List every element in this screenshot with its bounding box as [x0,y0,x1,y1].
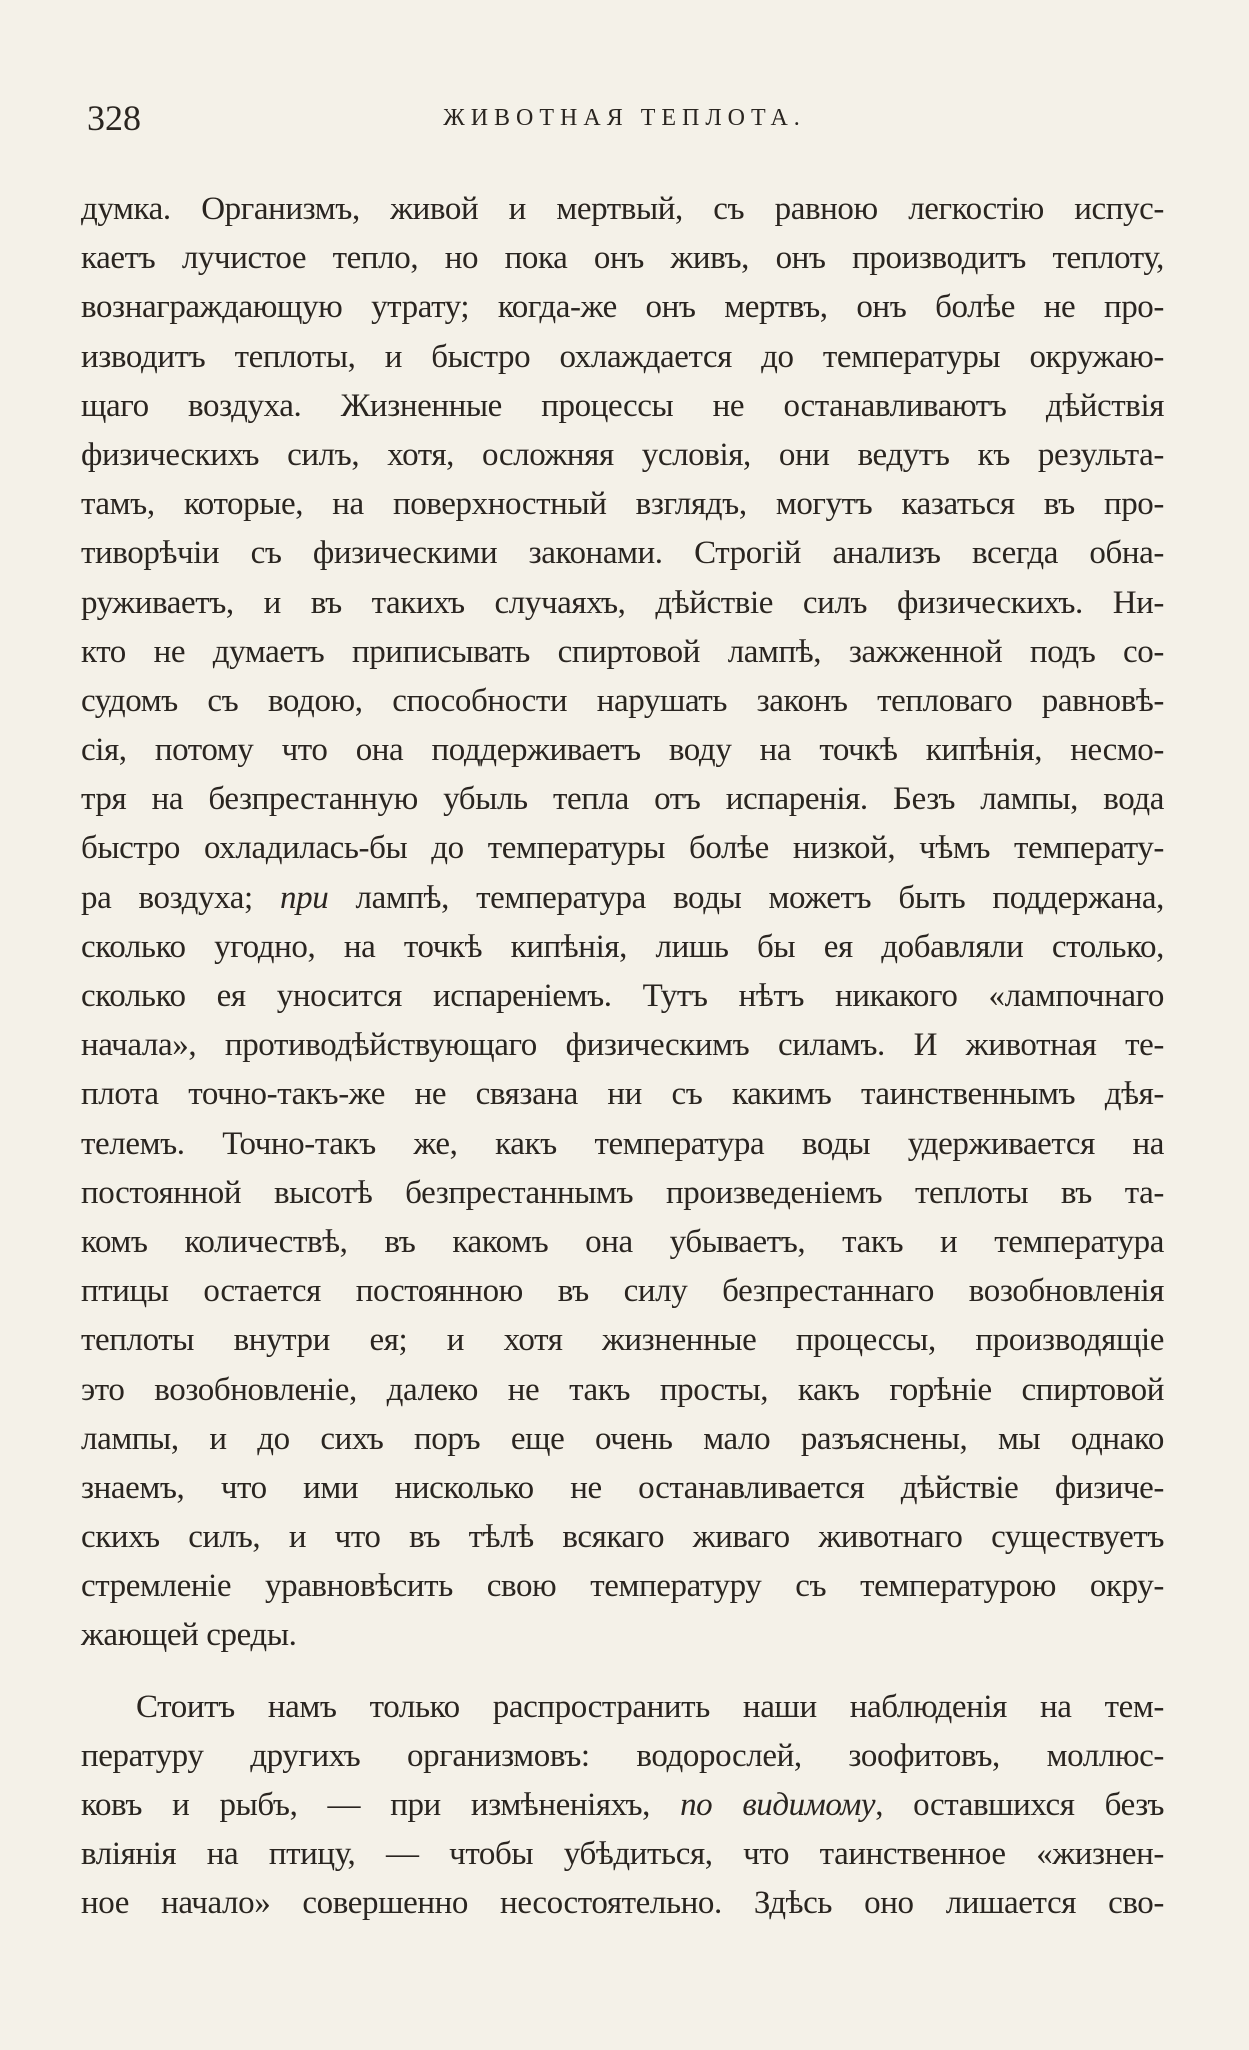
text-line: ное начало» совершенно несостоятельно. Здѣсь оно лишается сво- [81,1885,1164,1922]
text-line: постоянной высотѣ безпрестаннымъ произведеніемъ теплоты въ та- [81,1174,1164,1211]
text-line: щаго воздуха. Жизненные процессы не останавливаютъ дѣйствія [81,387,1164,424]
emphasized-text: при [280,879,329,916]
text-line: думка. Организмъ, живой и мертвый, съ равною легкостію испус- [81,191,1164,227]
text-line: быстро охладилась-бы до температуры болѣе низкой, чѣмъ температу- [81,830,1164,867]
text-line: сколько ея уносится испареніемъ. Тутъ нѣтъ никакого «лампочнаго [81,978,1164,1014]
text-span: ковъ и рыбъ, — при измѣненіяхъ, [81,1787,681,1823]
text-line: пературу другихъ организмовъ: водорослей, зоофитовъ, моллюс- [81,1737,1164,1774]
text-line: плота точно-такъ-же не связана ни съ какимъ таинственнымъ дѣя- [81,1076,1164,1113]
text-line: лампы, и до сихъ поръ еще очень мало разъяснены, мы однако [81,1420,1164,1457]
page-header [87,98,1162,138]
text-line: тря на безпрестанную убыль тепла отъ испаренія. Безъ лампы, вода [81,781,1164,818]
text-line: каетъ лучистое тепло, но пока онъ живъ, онъ производитъ теплоту, [81,240,1164,277]
text-line: птицы остается постоянною въ силу безпрестаннаго возобновленія [81,1273,1164,1310]
text-line [81,874,1164,923]
text-line: судомъ съ водою, способности нарушать законъ тепловаго равновѣ- [81,682,1164,719]
text-line: начала», противодѣйствующаго физическимъ силамъ. И животная те- [81,1027,1164,1064]
text-line: изводитъ теплоты, и быстро охлаждается до температуры окружаю- [81,338,1164,375]
page-number: 328 [87,98,141,138]
body-text [81,185,1164,1929]
text-line: физическихъ силъ, хотя, осложняя условія, они ведутъ къ результа- [81,436,1164,473]
paragraph [81,1683,1164,1929]
text-line: телемъ. Точно-такъ же, какъ температура воды удерживается на [81,1125,1164,1162]
text-line: тамъ, которые, на поверхностный взглядъ, могутъ казаться въ про- [81,486,1164,523]
text-line: вознаграждающую утрату; когда-же онъ мертвъ, онъ болѣе не про- [81,289,1164,326]
text-line: жающей среды. [81,1617,297,1654]
text-line: тиворѣчіи съ физическими законами. Строгій анализъ всегда обна- [81,535,1164,572]
text-span: ра воздуха; [81,879,280,916]
text-line: стремленіе уравновѣсить свою температуру съ температурою окру- [81,1568,1164,1605]
text-line: сколько угодно, на точкѣ кипѣнія, лишь бы ея добавляли столько, [81,928,1164,965]
text-line: это возобновленіе, далеко не такъ просты, какъ горѣніе спиртовой [81,1371,1164,1408]
text-line: сія, потому что она поддерживаетъ воду на точкѣ кипѣнія, несмо- [81,732,1164,769]
text-line: знаемъ, что ими нисколько не останавливается дѣйствіе физиче- [81,1469,1164,1506]
text-line [81,1781,1164,1830]
text-line: Стоитъ намъ только распространить наши наблюденія на тем- [136,1688,1164,1725]
running-title: ЖИВОТНАЯ ТЕПЛОТА. [443,105,806,131]
text-line: комъ количествѣ, въ какомъ она убываетъ, такъ и температура [81,1223,1164,1260]
emphasized-text: по видимому [680,1787,876,1823]
text-line: скихъ силъ, и что въ тѣлѣ всякаго живаго животнаго существуетъ [81,1519,1164,1556]
text-line: вліянія на птицу, — чтобы убѣдиться, что таинственное «жизнен- [81,1836,1164,1873]
text-span: лампѣ, температура воды можетъ быть поддержана, [328,879,1164,916]
text-span: , оставшихся безъ [875,1787,1164,1823]
text-line: теплоты внутри ея; и хотя жизненные процессы, производящіе [81,1322,1164,1359]
text-line: руживаетъ, и въ такихъ случаяхъ, дѣйствіе силъ физическихъ. Ни- [81,584,1164,621]
text-line: кто не думаетъ приписывать спиртовой лампѣ, зажженной подъ со- [81,633,1164,670]
paragraph-gap [81,1661,1164,1683]
paragraph [81,185,1164,1661]
